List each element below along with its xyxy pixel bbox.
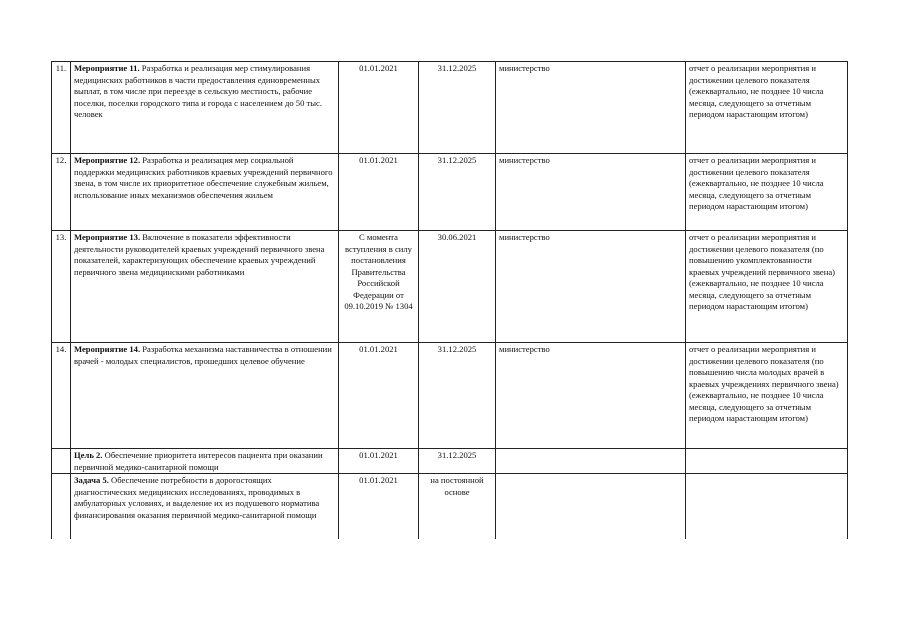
- executor: министерство: [496, 154, 686, 231]
- task-start-date: 01.01.2021: [339, 474, 419, 540]
- start-date: 01.01.2021: [339, 343, 419, 449]
- end-date: 31.12.2025: [419, 343, 496, 449]
- measure-description: [71, 154, 339, 231]
- task-end-date: на постоянной основе: [419, 474, 496, 540]
- end-date: 31.12.2025: [419, 154, 496, 231]
- measure-title: Мероприятие 11.: [74, 63, 140, 73]
- task-text: Обеспечение потребности в дорогостоящих диагностических медицинских исследованиях, проводимых в амбулаторных условиях, и выделение их из подушевого норматива финансирования оказания первичной медико-санитарной помощи: [74, 475, 320, 520]
- expected-result: отчет о реализации мероприятия и достижении целевого показателя (ежеквартально, не позднее 10 числа месяца, следующего за отчетным периодом нарастающим итогом): [686, 154, 848, 231]
- measure-title: Мероприятие 13.: [74, 232, 141, 242]
- row-number: 12.: [52, 154, 71, 231]
- task-title: Задача 5.: [74, 475, 109, 485]
- goal-description: [71, 449, 339, 474]
- measure-text: Разработка и реализация мер стимулирования медицинских работников в части предоставления единовременных выплат, в том числе при переезде в сельскую местность, рабочие поселки, поселки городского типа и города с населением до 50 тыс. человек: [74, 63, 323, 119]
- executor: министерство: [496, 231, 686, 343]
- row-number: 11.: [52, 62, 71, 154]
- table-row: [52, 154, 848, 231]
- measure-description: [71, 62, 339, 154]
- end-date: 31.12.2025: [419, 62, 496, 154]
- goal-executor-empty: [496, 449, 686, 474]
- measure-description: [71, 231, 339, 343]
- expected-result: отчет о реализации мероприятия и достижении целевого показателя (по повышению укомплектованности краевых учреждений первичного звена) (ежеквартально, не позднее 10 числа месяца, следующего за отчетным периодом нарастающим итогом): [686, 231, 848, 343]
- goal-result-empty: [686, 449, 848, 474]
- start-date: С момента вступления в силу постановления Правительства Российской Федерации от 09.10.2019 № 1304: [339, 231, 419, 343]
- measure-description: [71, 343, 339, 449]
- goal-start-date: 01.01.2021: [339, 449, 419, 474]
- measure-title: Мероприятие 14.: [74, 344, 141, 354]
- measure-text: Разработка механизма наставничества в отношении врачей - молодых специалистов, прошедших целевое обучение: [74, 344, 332, 366]
- table-row: [52, 231, 848, 343]
- goal-end-date: 31.12.2025: [419, 449, 496, 474]
- row-number: 14.: [52, 343, 71, 449]
- measure-title: Мероприятие 12.: [74, 155, 141, 165]
- end-date: 30.06.2021: [419, 231, 496, 343]
- goal-title: Цель 2.: [74, 450, 103, 460]
- row-number-empty: [52, 449, 71, 474]
- executor: министерство: [496, 62, 686, 154]
- start-date: 01.01.2021: [339, 154, 419, 231]
- measure-text: Разработка и реализация мер социальной поддержки медицинских работников краевых учреждений первичного звена, в том числе их приоритетное обеспечение служебным жильем, использование иных механизмов обеспечения жильем: [74, 155, 333, 200]
- goal-text: Обеспечение приоритета интересов пациента при оказании первичной медико-санитарной помощи: [74, 450, 323, 472]
- task-row: [52, 474, 848, 540]
- measure-text: Включение в показатели эффективности деятельности руководителей краевых учреждений первичного звена показателей, характеризующих обеспечение краевых учреждений первичного звена медицинскими работниками: [74, 232, 325, 277]
- goal-row: [52, 449, 848, 474]
- table-row: [52, 343, 848, 449]
- row-number: 13.: [52, 231, 71, 343]
- executor: министерство: [496, 343, 686, 449]
- expected-result: отчет о реализации мероприятия и достижении целевого показателя (по повышению числа молодых врачей в краевых учреждениях первичного звена) (ежеквартально, не позднее 10 числа месяца, следующего за отчетным периодом нарастающим итогом): [686, 343, 848, 449]
- row-number-empty: [52, 474, 71, 540]
- task-executor-empty: [496, 474, 686, 540]
- task-description: [71, 474, 339, 540]
- task-result-empty: [686, 474, 848, 540]
- expected-result: отчет о реализации мероприятия и достижении целевого показателя (ежеквартально, не позднее 10 числа месяца, следующего за отчетным периодом нарастающим итогом): [686, 62, 848, 154]
- measures-table: [51, 61, 848, 539]
- start-date: 01.01.2021: [339, 62, 419, 154]
- table-row: [52, 62, 848, 154]
